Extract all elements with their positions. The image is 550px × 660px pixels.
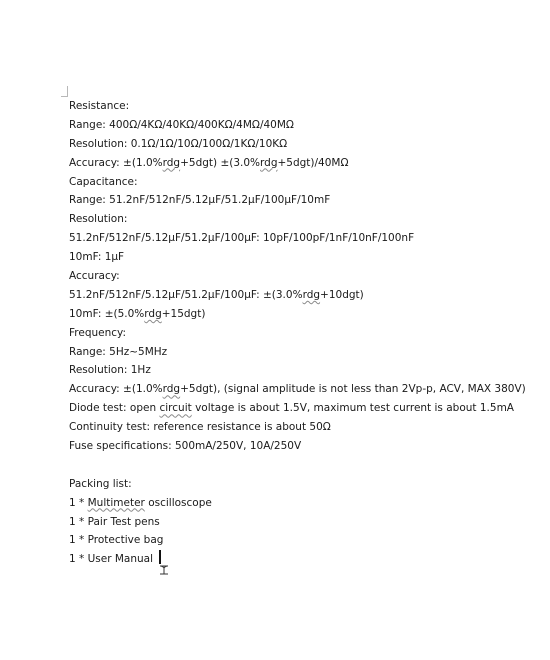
text-run: 51.2nF/512nF/5.12μF/51.2μF/100μF: 10pF/100pF/1nF/10nF/100nF xyxy=(69,232,415,245)
doc-line-capacitance-accuracy-values xyxy=(69,286,539,305)
text-run: voltage is about 1.5V, maximum test current is about 1.5mA xyxy=(191,402,514,415)
doc-line-capacitance-range xyxy=(69,191,539,210)
text-run: Frequency: xyxy=(69,326,127,339)
doc-line-frequency-range xyxy=(69,343,539,362)
doc-line-resistance-heading xyxy=(69,97,539,116)
i-beam-cursor-icon xyxy=(158,565,170,575)
text-run: Accuracy: ±(1.0% xyxy=(69,383,163,396)
doc-line-packing-item-test-pens xyxy=(69,513,539,532)
doc-line-fuse-specifications xyxy=(69,437,539,456)
doc-line-packing-list-heading xyxy=(69,475,539,494)
doc-line-frequency-resolution xyxy=(69,361,539,380)
doc-line-frequency-heading xyxy=(69,324,539,343)
text-run: +10dgt) xyxy=(320,288,364,301)
doc-line-capacitance-heading xyxy=(69,173,539,192)
spellcheck-flagged-word: Multimeter xyxy=(87,496,145,509)
text-run: oscilloscope xyxy=(144,496,212,509)
doc-line-packing-item-bag xyxy=(69,531,539,550)
spellcheck-flagged-word: rdg xyxy=(162,156,181,169)
text-run: Range: 400Ω/4KΩ/40KΩ/400KΩ/4MΩ/40MΩ xyxy=(69,118,294,131)
text-run: 10mF: 1μF xyxy=(69,251,125,264)
text-run: +5dgt), (signal amplitude is not less than 2Vp-p, ACV, MAX 380V) xyxy=(180,383,526,396)
doc-line-resistance-resolution xyxy=(69,135,539,154)
text-run: 1 * Protective bag xyxy=(69,534,164,547)
text-run: 10mF: ±(5.0% xyxy=(69,307,145,320)
text-run: Resolution: xyxy=(69,213,128,226)
spellcheck-flagged-word: rdg xyxy=(260,156,278,169)
doc-line-capacitance-resolution-values xyxy=(69,229,539,248)
text-run: Range: 5Hz~5MHz xyxy=(69,345,168,358)
doc-line-capacitance-resolution-10mf xyxy=(69,248,539,267)
text-run: Diode test: open xyxy=(69,402,160,415)
doc-line-continuity-test xyxy=(69,418,539,437)
doc-line-packing-item-manual xyxy=(69,550,539,569)
text-caret xyxy=(159,550,161,564)
doc-line-capacitance-accuracy-10mf xyxy=(69,305,539,324)
text-run: 51.2nF/512nF/5.12μF/51.2μF/100μF: ±(3.0% xyxy=(69,288,303,301)
doc-line-blank-line xyxy=(69,456,539,475)
doc-line-resistance-range xyxy=(69,116,539,135)
text-run: +5dgt) ±(3.0% xyxy=(180,156,261,169)
doc-line-packing-item-oscilloscope xyxy=(69,494,539,513)
text-run: 1 * xyxy=(69,496,88,509)
spellcheck-flagged-word: rdg xyxy=(162,383,181,396)
doc-line-capacitance-resolution-heading xyxy=(69,210,539,229)
spellcheck-flagged-word: rdg xyxy=(302,288,321,301)
doc-line-diode-test xyxy=(69,399,539,418)
text-run: Fuse specifications: 500mA/250V, 10A/250V xyxy=(69,440,302,453)
text-run: Resolution: 0.1Ω/1Ω/10Ω/100Ω/1KΩ/10KΩ xyxy=(69,137,288,150)
doc-line-resistance-accuracy xyxy=(69,154,539,173)
spellcheck-flagged-word: rdg xyxy=(144,307,162,320)
text-run: +5dgt)/40MΩ xyxy=(277,156,349,169)
text-run: Resolution: 1Hz xyxy=(69,364,151,377)
doc-line-capacitance-accuracy-heading xyxy=(69,267,539,286)
margin-corner-mark-icon xyxy=(61,86,68,97)
spellcheck-flagged-word: circuit xyxy=(159,402,192,415)
text-run: +15dgt) xyxy=(161,307,206,320)
text-run: Packing list: xyxy=(69,477,132,490)
text-run: Resistance: xyxy=(69,100,130,112)
text-run: 1 * User Manual xyxy=(69,553,154,566)
document-body[interactable] xyxy=(69,97,539,569)
doc-line-frequency-accuracy xyxy=(69,380,539,399)
text-run: Continuity test: reference resistance is about 50Ω xyxy=(69,421,331,434)
text-run: Accuracy: xyxy=(69,270,120,283)
text-run: Accuracy: ±(1.0% xyxy=(69,156,163,169)
text-run: 1 * Pair Test pens xyxy=(69,515,160,528)
text-run: Range: 51.2nF/512nF/5.12μF/51.2μF/100μF/10mF xyxy=(69,194,331,207)
text-run: Capacitance: xyxy=(69,175,138,188)
